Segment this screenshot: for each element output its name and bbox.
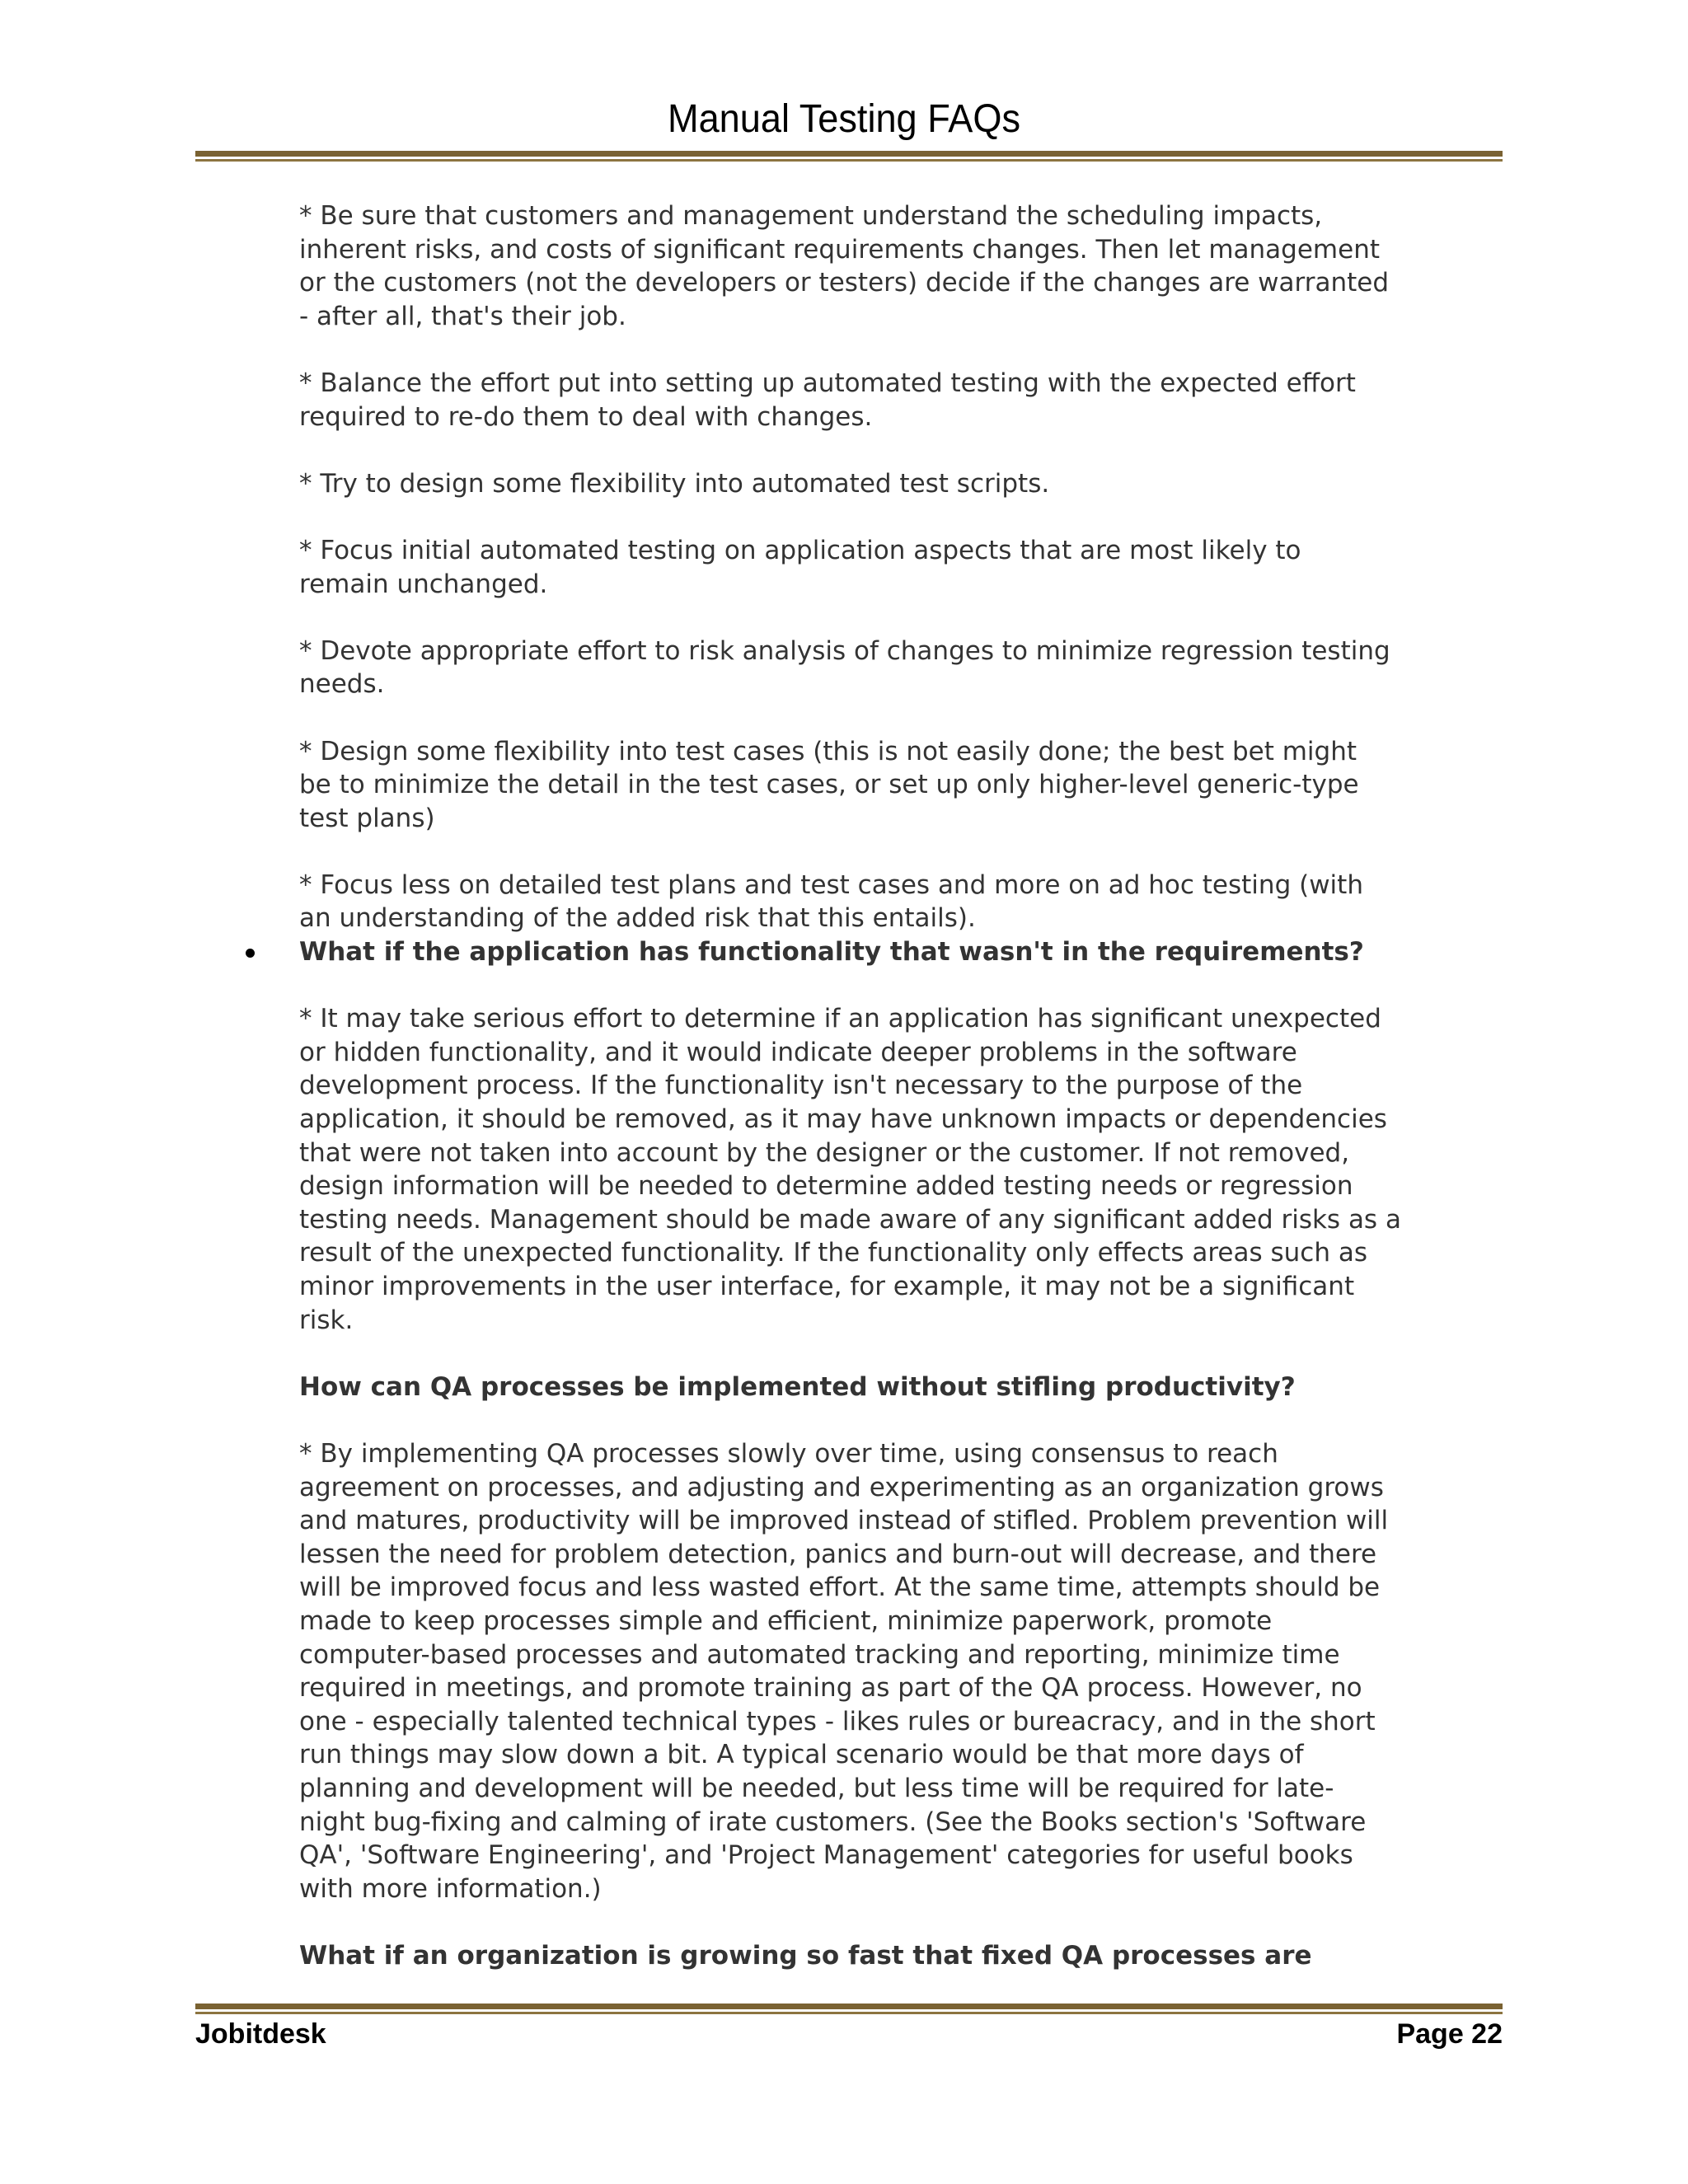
paragraph xyxy=(299,534,1503,601)
paragraph-line: an understanding of the added risk that this entails). xyxy=(299,903,976,934)
paragraph-group xyxy=(299,199,1503,935)
footer-rule-thick xyxy=(195,2004,1503,2009)
question-heading-2: How can QA processes be implemented without stifling productivity? xyxy=(299,1371,1296,1402)
paragraph xyxy=(299,199,1503,333)
paragraph-line: result of the unexpected functionality. If the functionality only effects areas such as xyxy=(299,1238,1367,1268)
paragraph-line: needs. xyxy=(299,669,385,700)
question-heading-3: What if an organization is growing so fast that fixed QA processes are xyxy=(299,1940,1312,1971)
header-rule-thin xyxy=(195,159,1503,162)
paragraph xyxy=(299,367,1503,434)
page-title: Manual Testing FAQs xyxy=(667,97,1021,141)
paragraph-line: and matures, productivity will be improved instead of stifled. Problem prevention will xyxy=(299,1506,1389,1536)
question-heading-2-block xyxy=(299,1371,1503,1404)
paragraph-line: * Focus less on detailed test plans and test cases and more on ad hoc testing (with xyxy=(299,869,1363,900)
answer-paragraph-1 xyxy=(299,1002,1503,1337)
paragraph-line: or the customers (not the developers or testers) decide if the changes are warranted xyxy=(299,268,1390,298)
paragraph-line: development process. If the functionality isn't necessary to the purpose of the xyxy=(299,1071,1303,1101)
paragraph-line: be to minimize the detail in the test cases, or set up only higher-level generic-type xyxy=(299,770,1359,800)
paragraph-line: * Focus initial automated testing on application aspects that are most likely to xyxy=(299,535,1301,565)
paragraph xyxy=(299,635,1503,701)
paragraph-line: made to keep processes simple and efficient, minimize paperwork, promote xyxy=(299,1605,1273,1636)
header-rule-thick xyxy=(195,151,1503,157)
paragraph-line: with more information.) xyxy=(299,1873,602,1904)
footer-page-number: Page 22 xyxy=(1396,2018,1503,2050)
paragraph-line: required to re-do them to deal with changes. xyxy=(299,401,873,432)
paragraph-line: night bug-fixing and calming of irate customers. (See the Books section's 'Software xyxy=(299,1807,1367,1837)
question-heading-3-block xyxy=(299,1939,1503,1973)
paragraph-line: * Be sure that customers and management understand the scheduling impacts, xyxy=(299,201,1323,231)
paragraph-line: * Design some flexibility into test cases (this is not easily done; the best bet might xyxy=(299,736,1357,766)
paragraph-line: lessen the need for problem detection, panics and burn-out will decrease, and there xyxy=(299,1539,1377,1569)
paragraph-line: testing needs. Management should be made aware of any significant added risks as a xyxy=(299,1204,1401,1235)
paragraph-line: or hidden functionality, and it would indicate deeper problems in the software xyxy=(299,1037,1297,1067)
paragraph xyxy=(299,869,1503,935)
paragraph-line: QA', 'Software Engineering', and 'Project Management' categories for useful books xyxy=(299,1840,1353,1871)
bullet-item xyxy=(299,935,1503,969)
question-heading-1: What if the application has functionality that wasn't in the requirements? xyxy=(299,937,1364,968)
paragraph-line: will be improved focus and less wasted effort. At the same time, attempts should be xyxy=(299,1572,1381,1603)
paragraph-line: computer-based processes and automated tracking and reporting, minimize time xyxy=(299,1639,1340,1670)
paragraph-line: run things may slow down a bit. A typical scenario would be that more days of xyxy=(299,1740,1304,1770)
footer-company: Jobitdesk xyxy=(195,2018,326,2050)
paragraph xyxy=(299,735,1503,836)
paragraph-line: one - especially talented technical types - likes rules or bureacracy, and in the short xyxy=(299,1706,1376,1736)
paragraph-line: * Devote appropriate effort to risk analysis of changes to minimize regression testing xyxy=(299,635,1390,666)
paragraph-line: * Try to design some flexibility into automated test scripts. xyxy=(299,468,1050,499)
paragraph-line: design information will be needed to determine added testing needs or regression xyxy=(299,1171,1353,1202)
paragraph-line: * It may take serious effort to determine if an application has significant unexpected xyxy=(299,1004,1381,1034)
footer-rule-thin xyxy=(195,2012,1503,2014)
answer-paragraph-2 xyxy=(299,1437,1503,1905)
paragraph-line: that were not taken into account by the designer or the customer. If not removed, xyxy=(299,1137,1350,1168)
paragraph-line: planning and development will be needed, but less time will be required for late- xyxy=(299,1773,1334,1803)
paragraph-line: * Balance the effort put into setting up automated testing with the expected effort xyxy=(299,368,1356,398)
paragraph-line: remain unchanged. xyxy=(299,569,548,599)
paragraph-line: test plans) xyxy=(299,803,435,833)
paragraph-line: - after all, that's their job. xyxy=(299,301,626,331)
document-body xyxy=(299,199,1503,1972)
paragraph xyxy=(299,467,1503,501)
paragraph-line: minor improvements in the user interface, for example, it may not be a significant xyxy=(299,1272,1355,1301)
paragraph-line: * By implementing QA processes slowly over time, using consensus to reach xyxy=(299,1438,1278,1469)
paragraph-line: required in meetings, and promote training as part of the QA process. However, no xyxy=(299,1673,1362,1704)
paragraph-line: application, it should be removed, as it may have unknown impacts or dependencies xyxy=(299,1104,1387,1135)
bullet-dot-icon xyxy=(246,949,255,958)
paragraph-line: agreement on processes, and adjusting and experimenting as an organization grows xyxy=(299,1472,1384,1502)
paragraph-line: inherent risks, and costs of significant requirements changes. Then let management xyxy=(299,234,1380,265)
paragraph-line: risk. xyxy=(299,1305,354,1335)
